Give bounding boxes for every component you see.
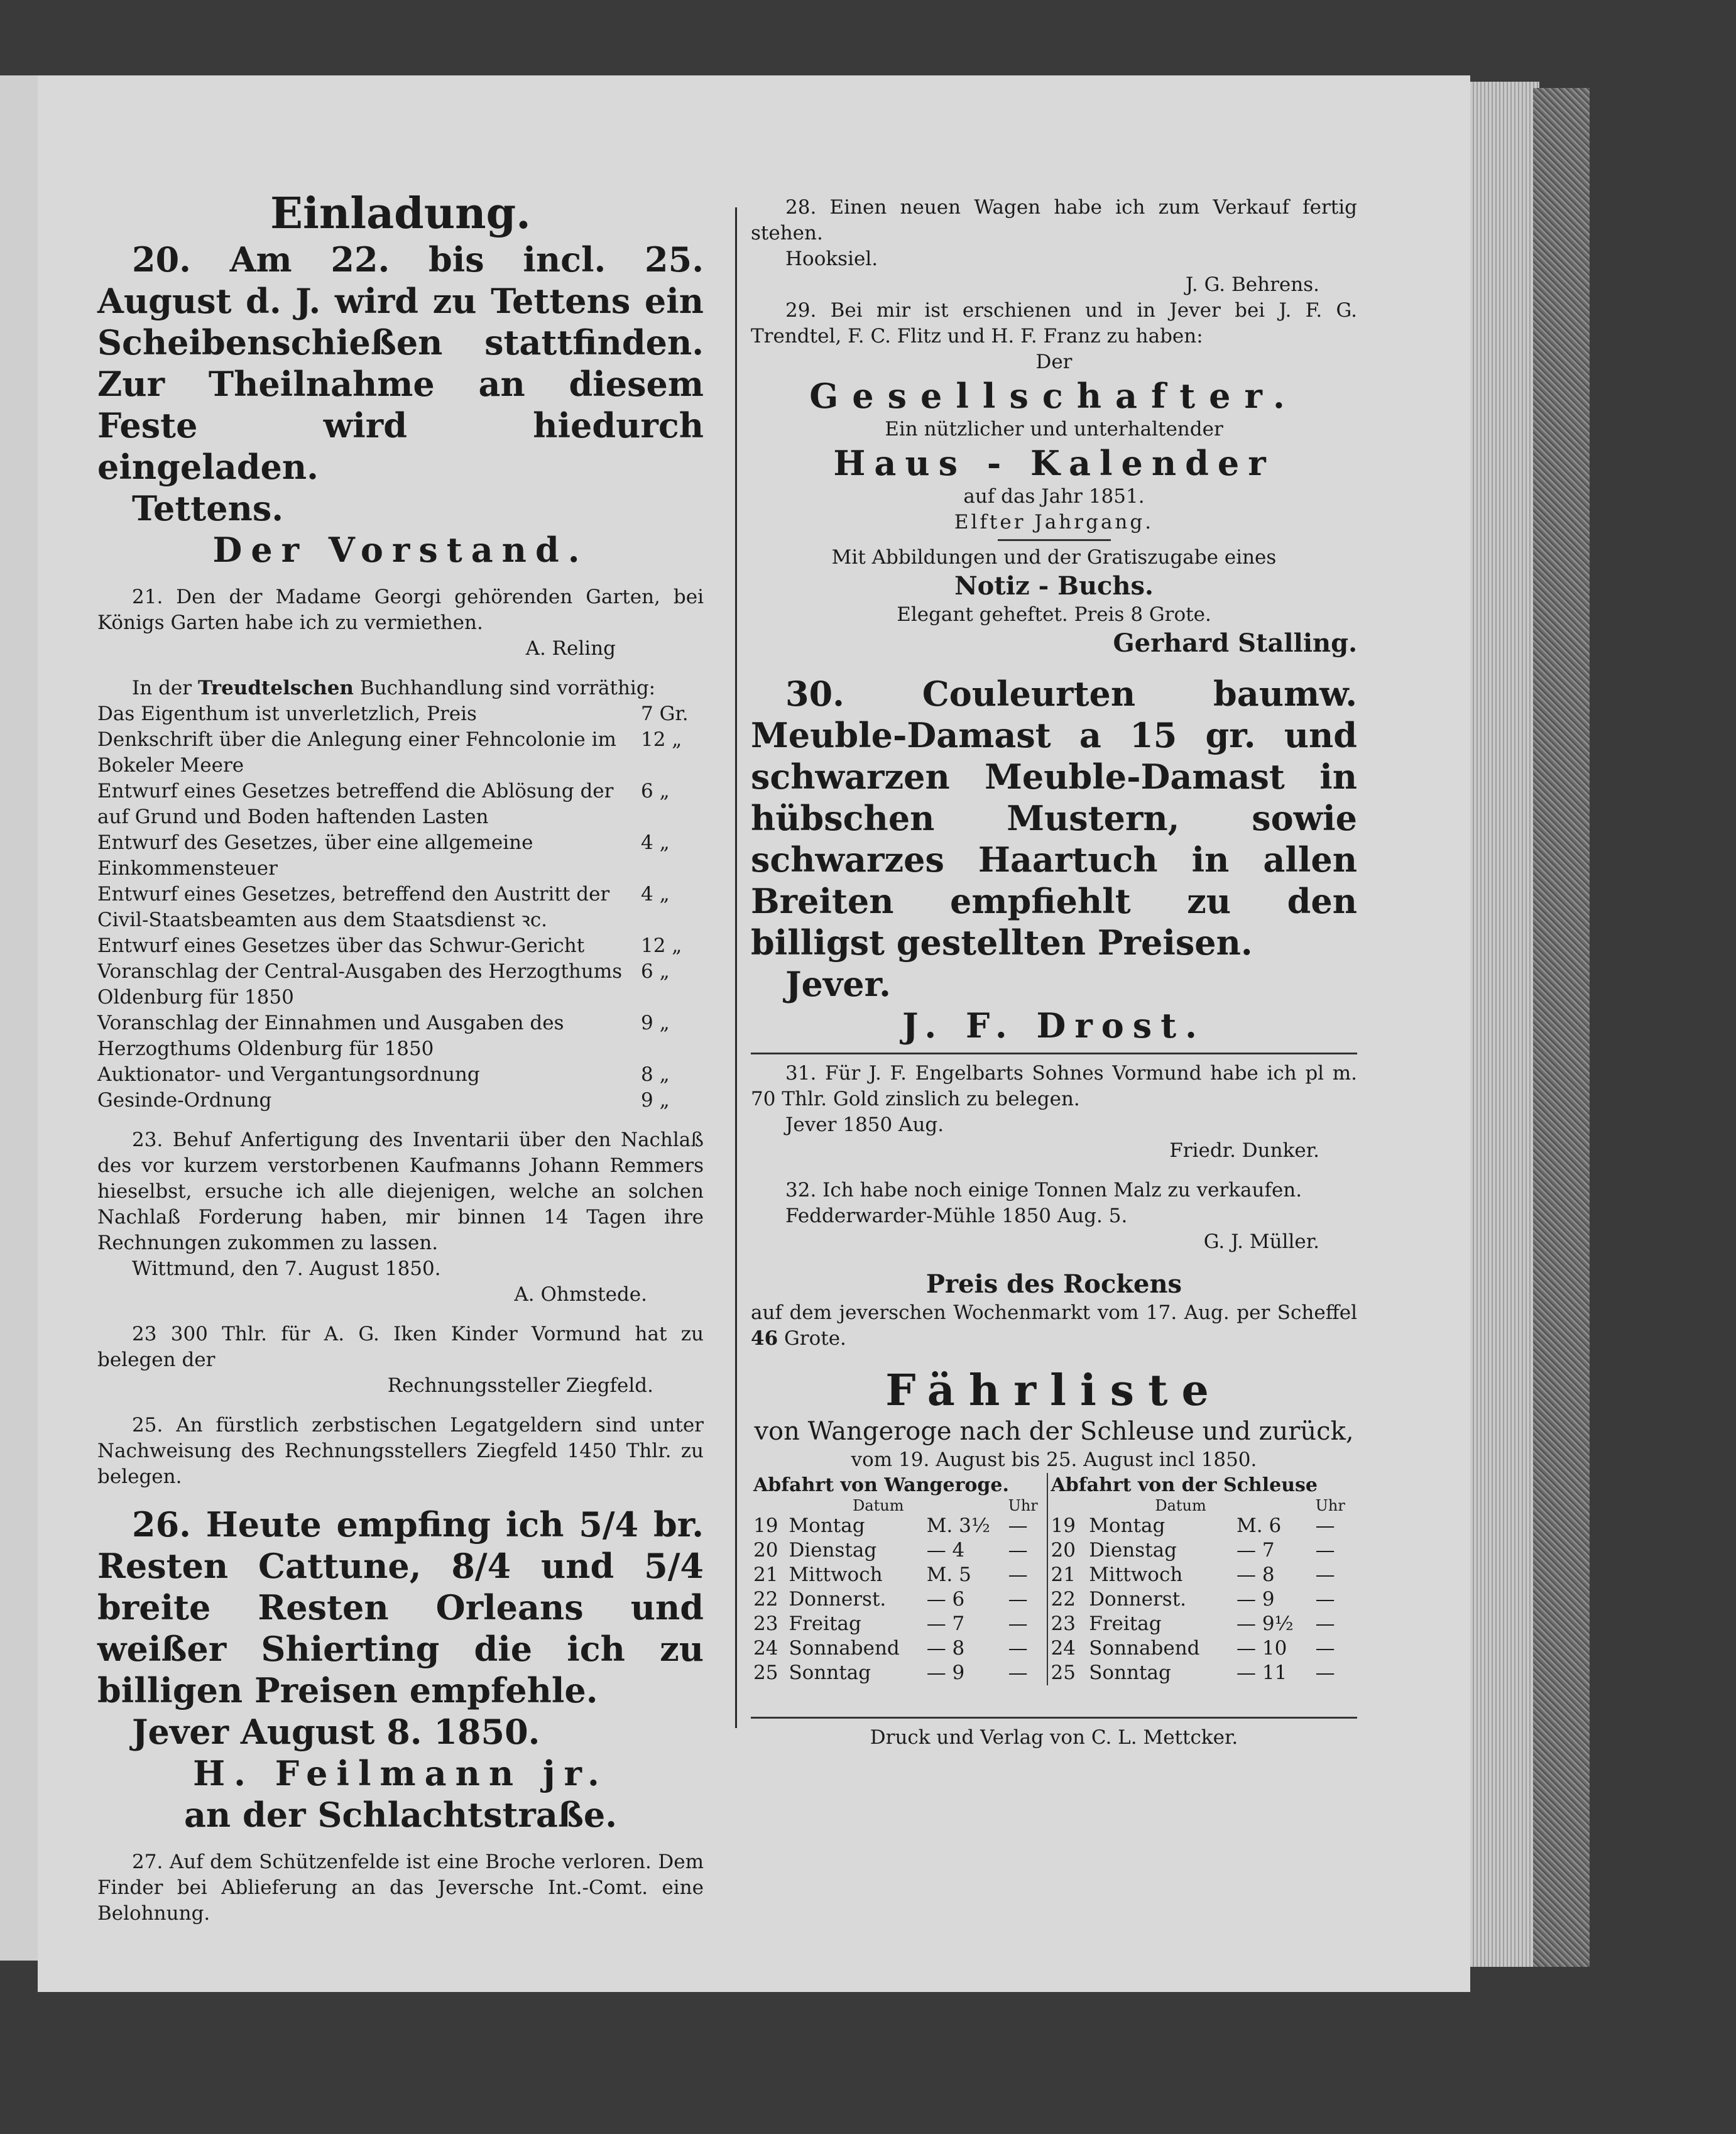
ad23b-text: 23 300 Thlr. für A. G. Iken Kinder Vormund hat zu belegen der <box>97 1323 704 1371</box>
imprint: Druck und Verlag von C. L. Mettcker. <box>870 1726 1238 1749</box>
ad29-notiz: Notiz - Buchs. <box>954 571 1154 601</box>
ferry-day: 22 <box>753 1588 778 1611</box>
book-title: Voranschlag der Central-Ausgaben des Herzogthums Oldenburg für 1850 <box>97 960 623 1009</box>
book-title: Voranschlag der Einnahmen und Ausgaben des Herzogthums Oldenburg für 1850 <box>97 1012 564 1060</box>
ferry-dash: — <box>1315 1588 1335 1611</box>
ferry-time: — 6 <box>926 1588 965 1611</box>
ferry-weekday: Sonntag <box>1089 1661 1171 1684</box>
ferry-time: — 11 <box>1236 1661 1287 1684</box>
ferry-weekday: Sonntag <box>789 1661 871 1684</box>
ad22-intro <box>97 676 704 701</box>
rocken-price <box>751 1269 1357 1352</box>
ad22-intro-post: Buchhandlung sind vorräthig: <box>359 677 656 699</box>
ad29-der: Der <box>1035 351 1073 373</box>
ad-30 <box>751 673 1357 1046</box>
ferry-time: M. 5 <box>926 1563 971 1586</box>
ad26-address: an der Schlachtstraße. <box>183 1795 618 1835</box>
ferry-weekday: Montag <box>789 1514 865 1537</box>
ad29-year: auf das Jahr 1851. <box>963 485 1145 508</box>
book-price: 4 „ <box>641 831 670 854</box>
ad21-signer: A. Reling <box>525 637 616 660</box>
ferry-time: M. 6 <box>1236 1514 1282 1537</box>
ferry-time: — 9½ <box>1236 1612 1294 1635</box>
ferry-day: 19 <box>753 1514 778 1537</box>
ferry-weekday: Freitag <box>789 1612 861 1635</box>
ferry-weekday: Montag <box>1089 1514 1166 1537</box>
einladung-text: 20. Am 22. bis incl. 25. August d. J. wird zu Tettens ein Scheibenschießen stattfinden. Zur Theilnahme an diesem Feste wird hiedurch eingeladen. <box>97 239 704 487</box>
ad29-extras: Mit Abbildungen und der Gratiszugabe eines <box>831 546 1277 569</box>
ad23-signer: A. Ohmstede. <box>514 1283 647 1306</box>
ad23b-signer: Rechnungssteller Ziegfeld. <box>387 1374 653 1397</box>
book-price: 6 „ <box>641 780 670 802</box>
imprint-rule <box>751 1717 1357 1719</box>
ferry-dash: — <box>1008 1588 1028 1611</box>
ferry-day: 21 <box>753 1563 778 1586</box>
ferry-dash: — <box>1315 1661 1335 1684</box>
ad32-dateline: Fedderwarder-Mühle 1850 Aug. 5. <box>785 1205 1128 1227</box>
ad-28 <box>751 195 1357 298</box>
ferry-weekday: Sonnabend <box>789 1637 900 1660</box>
ferry-day: 24 <box>753 1637 778 1660</box>
ad-21 <box>97 584 704 662</box>
ferry-row <box>751 1538 1357 1563</box>
book-price: 7 Gr. <box>641 703 689 725</box>
book-item <box>97 1010 704 1062</box>
book-title: Denkschrift über die Anlegung einer Fehncolonie im Bokeler Meere <box>97 728 616 777</box>
book-item <box>97 882 704 933</box>
ad29-kalender: Haus - Kalender <box>833 443 1275 483</box>
ferry-day: 21 <box>1047 1563 1086 1587</box>
ad30-text: 30. Couleurten baumw. Meuble-Damast a 15 gr. und schwarzen Meuble-Damast in hübschen Mustern, sowie schwarzes Haartuch in allen Breiten empfiehlt zu den billigst gestellten Preisen. <box>751 674 1357 963</box>
book-price: 8 „ <box>641 1063 670 1086</box>
ferry-dash: — <box>1008 1661 1028 1684</box>
ferry-dash: — <box>1008 1612 1028 1635</box>
ferry-day: 23 <box>1047 1612 1086 1636</box>
ferry-row <box>751 1514 1357 1538</box>
ferry-weekday: Dienstag <box>789 1539 877 1562</box>
ferry-time: — 7 <box>1236 1539 1275 1562</box>
ad30-place: Jever. <box>785 964 891 1004</box>
ad-25 <box>97 1413 704 1490</box>
ad30-rule <box>751 1053 1357 1054</box>
ferry-dash: — <box>1008 1563 1028 1586</box>
ferry-uhr-left: Uhr <box>1008 1497 1038 1514</box>
faehrliste-title: Fährliste <box>885 1365 1223 1416</box>
ferry-time: M. 3½ <box>926 1514 990 1537</box>
book-price: 4 „ <box>641 883 670 906</box>
ferry-time: — 9 <box>926 1661 965 1684</box>
ferry-row <box>751 1661 1357 1685</box>
ferry-datum-left: Datum <box>853 1497 904 1514</box>
ferry-row <box>751 1587 1357 1612</box>
book-price: 12 „ <box>641 934 682 957</box>
einladung-signer: Der Vorstand. <box>212 530 589 570</box>
ferry-weekday: Dienstag <box>1089 1539 1177 1562</box>
ad26-signer: H. Feilmann jr. <box>193 1753 608 1793</box>
page-stack-edge <box>1470 82 1539 1967</box>
ad28-place: Hooksiel. <box>785 248 878 270</box>
ad-32 <box>751 1178 1357 1255</box>
ad29-jahrgang: Elfter Jahrgang. <box>954 511 1154 534</box>
book-item <box>97 1062 704 1088</box>
ferry-dash: — <box>1315 1612 1335 1635</box>
book-title: Gesinde-Ordnung <box>97 1089 272 1112</box>
book-item <box>97 830 704 882</box>
ferry-dash: — <box>1008 1637 1028 1660</box>
book-title: Das Eigenthum ist unverletzlich, Preis <box>97 703 477 725</box>
ad30-signer: J. F. Drost. <box>902 1005 1206 1046</box>
ferry-dash: — <box>1315 1563 1335 1586</box>
ferry-day: 25 <box>1047 1661 1086 1685</box>
ad29-subtitle: Ein nützlicher und unterhaltender <box>885 418 1223 440</box>
einladung-place: Tettens. <box>132 488 284 528</box>
rocken-text-pre: auf dem jeverschen Wochenmarkt vom 17. Aug. per Scheffel <box>751 1301 1357 1324</box>
ad29-text: 29. Bei mir ist erschienen und in Jever bei J. F. G. Trendtel, F. C. Flitz und H. F. Franz zu haben: <box>751 299 1357 347</box>
ad23-text: 23. Behuf Anfertigung des Inventarii über den Nachlaß des vor kurzem verstorbenen Kaufmanns Johann Remmers hieselbst, ersuche ich alle diejenigen, welche an solchen Nachlaß Forderung haben, mir binnen 14 Tagen ihre Rechnungen zukommen zu lassen. <box>97 1129 704 1254</box>
ad-31 <box>751 1061 1357 1164</box>
ferry-day: 23 <box>753 1612 778 1635</box>
ferry-time: — 10 <box>1236 1637 1287 1660</box>
ferry-head-right: Abfahrt von der Schleuse <box>1047 1473 1357 1497</box>
ad31-dateline: Jever 1850 Aug. <box>785 1114 944 1136</box>
ferry-time: — 8 <box>926 1637 965 1660</box>
book-title: Entwurf eines Gesetzes, betreffend den Austritt der Civil-Staatsbeamten aus dem Staatsdienst ꝛc. <box>97 883 610 931</box>
ferry-day: 22 <box>1047 1587 1086 1612</box>
book-item <box>97 933 704 959</box>
ad29-title: Gesellschafter. <box>809 376 1299 416</box>
book-price: 6 „ <box>641 960 670 983</box>
ad32-text: 32. Ich habe noch einige Tonnen Malz zu verkaufen. <box>785 1179 1302 1201</box>
ad27-text: 27. Auf dem Schützenfelde ist eine Broche verloren. Dem Finder bei Ablieferung an das Jeversche Int.-Comt. eine Belohnung. <box>97 1851 704 1925</box>
ad31-signer: Friedr. Dunker. <box>1169 1139 1319 1162</box>
ferry-time: — 9 <box>1236 1588 1275 1611</box>
left-column <box>97 113 704 1927</box>
ad-23 <box>97 1127 704 1308</box>
ad29-signer: Gerhard Stalling. <box>1113 628 1357 658</box>
column-divider <box>735 207 737 1728</box>
ferry-row <box>751 1612 1357 1636</box>
ferry-head-left: Abfahrt von Wangeroge. <box>753 1474 1009 1496</box>
rocken-text-post: Grote. <box>784 1327 846 1350</box>
ad22-intro-pre: In der <box>132 677 192 699</box>
ferry-day: 25 <box>753 1661 778 1684</box>
ferry-weekday: Donnerst. <box>1089 1588 1187 1611</box>
ferry-time: — 8 <box>1236 1563 1275 1586</box>
ferry-table <box>751 1473 1357 1685</box>
ad-22-booklist <box>97 676 704 1114</box>
ad25-text: 25. An fürstlich zerbstischen Legatgeldern sind unter Nachweisung des Rechnungsstellers Ziegfeld 1450 Thlr. zu belegen. <box>97 1414 704 1488</box>
book-item <box>97 959 704 1010</box>
ad31-text: 31. Für J. F. Engelbarts Sohnes Vormund habe ich pl m. 70 Thlr. Gold zinslich zu belegen. <box>751 1062 1357 1110</box>
ferry-row <box>751 1636 1357 1661</box>
ferry-weekday: Freitag <box>1089 1612 1162 1635</box>
ad29-price: Elegant geheftet. Preis 8 Grote. <box>897 603 1211 626</box>
ad23-dateline: Wittmund, den 7. August 1850. <box>132 1257 441 1280</box>
book-item <box>97 701 704 727</box>
ferry-weekday: Mittwoch <box>789 1563 883 1586</box>
book-price: 9 „ <box>641 1089 670 1112</box>
faehrliste-period: vom 19. August bis 25. August incl 1850. <box>851 1448 1257 1471</box>
ad-29 <box>751 298 1357 659</box>
book-title: Entwurf eines Gesetzes über das Schwur-Gericht <box>97 934 585 957</box>
ferry-weekday: Sonnabend <box>1089 1637 1200 1660</box>
ferry-row <box>751 1563 1357 1587</box>
ferry-day: 19 <box>1047 1514 1086 1538</box>
book-item <box>97 1088 704 1114</box>
ad-einladung <box>97 189 704 571</box>
book-item <box>97 779 704 830</box>
ad26-text: 26. Heute empfing ich 5/4 br. Resten Cattune, 8/4 und 5/4 breite Resten Orleans und weißer Shierting die ich zu billigen Preisen empfehle. <box>97 1504 704 1710</box>
book-title: Entwurf des Gesetzes, über eine allgemeine Einkommensteuer <box>97 831 533 880</box>
book-item <box>97 727 704 779</box>
left-page-edge <box>0 75 38 1961</box>
rocken-text <box>751 1300 1357 1352</box>
ferry-uhr-right: Uhr <box>1315 1497 1345 1514</box>
book-title: Entwurf eines Gesetzes betreffend die Ablösung der auf Grund und Boden haftenden Lasten <box>97 780 614 828</box>
book-cover-edge <box>1533 88 1590 1967</box>
faehrliste <box>751 1365 1357 1685</box>
ferry-header <box>751 1473 1357 1497</box>
ad-26 <box>97 1504 704 1836</box>
book-price: 9 „ <box>641 1012 670 1034</box>
ad21-text: 21. Den der Madame Georgi gehörenden Garten, bei Königs Garten habe ich zu vermiethen. <box>97 586 704 634</box>
book-price: 12 „ <box>641 728 682 751</box>
ad-23b <box>97 1321 704 1399</box>
ferry-time: — 7 <box>926 1612 965 1635</box>
ferry-dash: — <box>1315 1514 1335 1537</box>
ad22-intro-bold: Treudtelschen <box>197 677 354 699</box>
einladung-title: Einladung. <box>270 189 531 239</box>
ad32-signer: G. J. Müller. <box>1203 1230 1319 1253</box>
book-title: Auktionator- und Vergantungsordnung <box>97 1063 480 1086</box>
ferry-dash: — <box>1315 1637 1335 1660</box>
ad29-rule <box>998 539 1111 541</box>
ferry-day: 20 <box>1047 1538 1086 1563</box>
ad28-text: 28. Einen neuen Wagen habe ich zum Verkauf fertig stehen. <box>751 196 1357 244</box>
ferry-day: 20 <box>753 1539 778 1562</box>
ad26-dateline: Jever August 8. 1850. <box>132 1712 540 1752</box>
ferry-subheader <box>751 1497 1357 1514</box>
ferry-time: — 4 <box>926 1539 965 1562</box>
ferry-dash: — <box>1315 1539 1335 1562</box>
right-column <box>751 113 1357 1751</box>
ferry-day: 24 <box>1047 1636 1086 1661</box>
ferry-weekday: Mittwoch <box>1089 1563 1183 1586</box>
ad28-signer: J. G. Behrens. <box>1185 273 1319 296</box>
faehrliste-subtitle: von Wangeroge nach der Schleuse und zurück, <box>754 1417 1354 1446</box>
rocken-title: Preis des Rockens <box>925 1269 1182 1299</box>
ferry-dash: — <box>1008 1514 1028 1537</box>
rocken-price-value: 46 <box>751 1327 778 1350</box>
ferry-dash: — <box>1008 1539 1028 1562</box>
ad-27 <box>97 1849 704 1927</box>
ferry-datum-right: Datum <box>1047 1497 1313 1514</box>
ferry-weekday: Donnerst. <box>789 1588 887 1611</box>
